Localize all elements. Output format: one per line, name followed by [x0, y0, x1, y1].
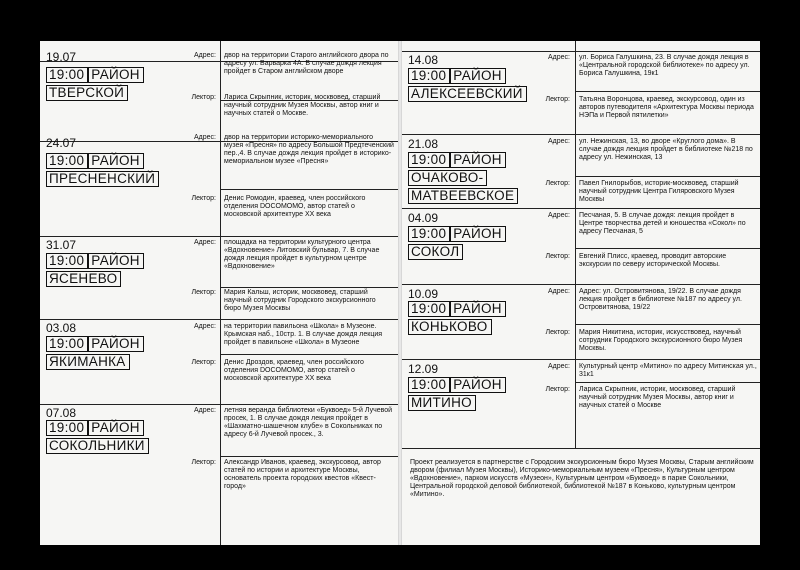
- lecturer-text: Татьяна Воронцова, краевед, экскурсовод, один из авторов путеводителя «Архитектура Москвы периода НЭПа и Первой пятилетки»: [579, 96, 754, 119]
- event-date: 12.09: [408, 362, 439, 376]
- address-label: Адрес:: [194, 323, 216, 330]
- row-divider: [402, 208, 760, 209]
- event-district-line2: МАТВЕЕВСКОЕ: [408, 188, 518, 204]
- lecturer-label: Лектор:: [191, 289, 216, 296]
- event-district: ПРЕСНЕНСКИЙ: [46, 171, 159, 187]
- row-divider: [220, 456, 398, 457]
- event-heading: [46, 66, 144, 102]
- event-district: АЛЕКСЕЕВСКИЙ: [408, 86, 527, 102]
- address-text: площадка на территории культурного центра «Вдохновение» Литовский бульвар, 7. В случае дождя лекция пройдет в культурном центре «Вдохновение»: [224, 239, 380, 270]
- address-text: Адрес: ул. Островитянова, 19/22. В случае дождя лекция пройдет в библиотеке №187 по адресу ул. Островитянова, 19/22: [579, 288, 742, 311]
- row-divider: [402, 359, 760, 360]
- row-divider: [220, 189, 398, 190]
- row-divider: [575, 248, 760, 249]
- row-divider: [402, 51, 760, 52]
- address-label: Адрес:: [194, 52, 216, 59]
- address-label: Адрес:: [548, 212, 570, 219]
- event-word: РАЙОН: [450, 301, 506, 317]
- lecturer-text: Александр Иванов, краевед, экскурсовод, автор статей по истории и архитектуре Москвы, основатель проекта городских квестов «Квест-город»: [224, 459, 381, 490]
- row-divider: [402, 134, 760, 135]
- event-heading: [408, 67, 527, 103]
- event-district: ТВЕРСКОЙ: [46, 85, 128, 101]
- event-heading: [46, 335, 144, 371]
- event-date: 04.09: [408, 211, 439, 225]
- lecturer-label: Лектор:: [191, 195, 216, 202]
- partners-footnote: Проект реализуется в партнерстве с Городским экскурсионным бюро Музея Москвы, Старым английским двором (филиал Музея Москвы), Историко-мемориальным музеем «Пресня», Культурным центром «Вдохновение», парком искусств «Музеон», Культурным центром «Буквоед» в парке Сокольники, Центральной городской деловой библиотекой, библиотекой №187 в Коньково, культурным центром «Митино».: [410, 459, 754, 498]
- address-label: Адрес:: [548, 363, 570, 370]
- event-heading: [408, 151, 518, 205]
- event-district: МИТИНО: [408, 395, 476, 411]
- event-time: 19:00: [408, 226, 450, 242]
- event-word: РАЙОН: [450, 226, 506, 242]
- event-heading: [408, 376, 506, 412]
- lecturer-text: Лариса Скрыпник, историк, москвовед, старший научный сотрудник Музея Москвы, автор книг и научных статей о Москве.: [224, 94, 381, 117]
- event-word: РАЙОН: [450, 152, 506, 168]
- lecturer-text: Денис Дроздов, краевед, член российского отделения DOCOMOMO, автор статей о московской архитектуре XX века: [224, 359, 364, 382]
- event-time: 19:00: [46, 253, 88, 269]
- address-text: двор на территории Старого английского двора по адресу ул. Варварка 4А. В случае дождя лекция пройдет в Старом английском дворе: [224, 52, 389, 75]
- event-heading: [408, 225, 506, 261]
- event-district: ЯСЕНЕВО: [46, 271, 121, 287]
- row-divider: [40, 319, 398, 320]
- lecturer-label: Лектор:: [191, 94, 216, 101]
- event-time: 19:00: [46, 67, 88, 83]
- address-label: Адрес:: [548, 288, 570, 295]
- row-divider: [40, 404, 398, 405]
- address-label: Адрес:: [548, 54, 570, 61]
- event-time: 19:00: [408, 68, 450, 84]
- row-divider: [575, 382, 760, 383]
- row-divider: [402, 448, 760, 449]
- lecturer-label: Лектор:: [191, 459, 216, 466]
- address-text: ул. Нежинская, 13, во дворе «Круглого дома». В случае дождя лекция пройдет в библиотеке №218 по адресу ул. Нежинская, 13: [579, 138, 753, 161]
- lecturer-text: Денис Ромодин, краевед, член российского отделения DOCOMOMO, автор статей о московской архитектуре XX века: [224, 195, 366, 218]
- address-text: Песчаная, 5. В случае дождя: лекция пройдет в Центре творчества детей и юношества «Сокол» по адресу Песчаная, 5: [579, 212, 746, 235]
- event-date: 24.07: [46, 136, 77, 150]
- address-text: двор на территории историко-мемориального музея «Пресня» по адресу Большой Предтеченский пер.,4. В случае дождя лекция пройдет в историко-мемориальном музее «Пресня»: [224, 134, 394, 165]
- event-time: 19:00: [46, 153, 88, 169]
- event-time: 19:00: [46, 336, 88, 352]
- event-date: 07.08: [46, 406, 77, 420]
- event-date: 03.08: [46, 321, 77, 335]
- address-label: Адрес:: [194, 407, 216, 414]
- event-word: РАЙОН: [88, 336, 144, 352]
- event-district: СОКОЛ: [408, 244, 463, 260]
- event-word: РАЙОН: [88, 253, 144, 269]
- left-page: [40, 41, 398, 545]
- event-district: СОКОЛЬНИКИ: [46, 438, 149, 454]
- lecturer-label: Лектор:: [545, 180, 570, 187]
- address-label: Адрес:: [194, 239, 216, 246]
- event-time: 19:00: [46, 420, 88, 436]
- address-text: на территории павильона «Школа» в Музеоне. Крымская наб., 10стр. 1. В случае дождя лекция пройдет в павильоне «Школа» в Музеоне: [224, 323, 383, 346]
- lecturer-text: Мария Никитина, историк, искусствовед, научный сотрудник Городского экскурсионного бюро Музея Москвы.: [579, 329, 743, 352]
- event-heading: [408, 300, 506, 336]
- event-date: 21.08: [408, 137, 439, 151]
- event-heading: [46, 419, 149, 455]
- event-word: РАЙОН: [88, 153, 144, 169]
- lecturer-label: Лектор:: [545, 329, 570, 336]
- event-district: ОЧАКОВО-: [408, 170, 487, 186]
- event-district: ЯКИМАНКА: [46, 354, 130, 370]
- row-divider: [575, 91, 760, 92]
- event-date: 19.07: [46, 50, 77, 64]
- row-divider: [220, 287, 398, 288]
- row-divider: [402, 284, 760, 285]
- column-divider: [220, 41, 221, 545]
- event-date: 31.07: [46, 238, 77, 252]
- column-divider: [575, 41, 576, 449]
- event-heading: [46, 252, 144, 288]
- event-word: РАЙОН: [450, 377, 506, 393]
- row-divider: [575, 176, 760, 177]
- event-date: 14.08: [408, 53, 439, 67]
- address-text: Культурный центр «Митино» по адресу Митинская ул., 31к1: [579, 363, 757, 378]
- row-divider: [575, 324, 760, 325]
- event-time: 19:00: [408, 301, 450, 317]
- lecturer-label: Лектор:: [545, 253, 570, 260]
- lecturer-label: Лектор:: [545, 386, 570, 393]
- address-text: ул. Бориса Галушкина, 23. В случае дождя лекция в «Центральной городской библиотеке» по адресу ул. Бориса Галушкина, 19к1: [579, 54, 750, 77]
- lecturer-label: Лектор:: [545, 96, 570, 103]
- lecturer-text: Лариса Скрыпник, историк, москвовед, старший научный сотрудник Музея Москвы, автор книг и научных статей о Москве: [579, 386, 736, 409]
- lecturer-text: Евгений Плисс, краевед, проводит авторские экскурсии по северу исторической Москвы.: [579, 253, 727, 268]
- row-divider: [40, 236, 398, 237]
- event-district: КОНЬКОВО: [408, 319, 492, 335]
- address-text: летняя веранда библиотеки «Буквоед» 5-й Лучевой просек, 1. В случае дождя лекция пройдет в «Шахматно-шашечном клубе» в Сокольниках по адресу 6-й Лучевой просек., 3.: [224, 407, 393, 438]
- address-label: Адрес:: [548, 138, 570, 145]
- address-label: Адрес:: [194, 134, 216, 141]
- event-date: 10.09: [408, 287, 439, 301]
- lecturer-label: Лектор:: [191, 359, 216, 366]
- lecturer-text: Павел Гнилорыбов, историк-москвовед, старший научный сотрудник Центра Гиляровского Музея Москвы: [579, 180, 739, 203]
- right-page: [402, 41, 760, 545]
- lecturer-text: Мария Кальш, историк, москвовед, старший научный сотрудник Городского экскурсионного бюро Музея Москвы: [224, 289, 376, 312]
- event-heading: [46, 152, 159, 188]
- event-time: 19:00: [408, 152, 450, 168]
- row-divider: [220, 354, 398, 355]
- event-word: РАЙОН: [450, 68, 506, 84]
- event-word: РАЙОН: [88, 420, 144, 436]
- event-word: РАЙОН: [88, 67, 144, 83]
- event-time: 19:00: [408, 377, 450, 393]
